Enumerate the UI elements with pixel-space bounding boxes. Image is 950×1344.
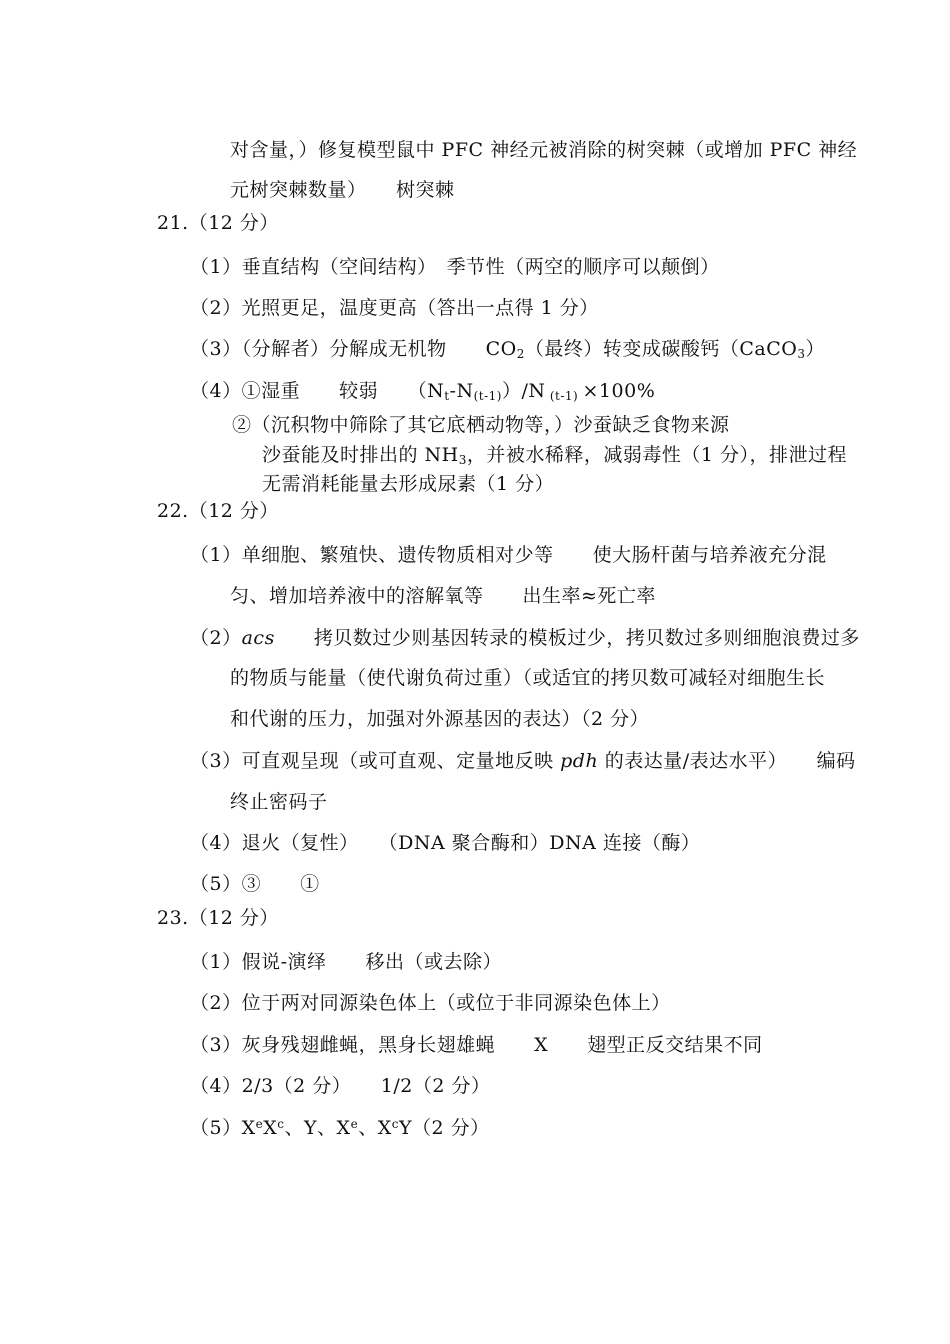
q21-part2: （2）光照更足，温度更高（答出一点得 1 分） bbox=[190, 297, 599, 319]
q22-part1-line2: 匀、增加培养液中的溶解氧等 出生率≈死亡率 bbox=[230, 585, 656, 607]
q22-header: 22.（12 分） bbox=[157, 500, 279, 522]
q22-part3-line2: 终止密码子 bbox=[230, 791, 328, 813]
q22-part3-line1: （3）可直观呈现（或可直观、定量地反映 pdh 的表达量/表达水平） 编码 bbox=[190, 750, 856, 772]
q22-part1-line1: （1）单细胞、繁殖快、遗传物质相对少等 使大肠杆菌与培养液充分混 bbox=[190, 544, 827, 566]
q23-part3: （3）灰身残翅雌蝇，黑身长翅雄蝇 X 翅型正反交结果不同 bbox=[190, 1034, 763, 1056]
q20-continued-line-1: 对含量，）修复模型鼠中 PFC 神经元被消除的树突棘（或增加 PFC 神经 bbox=[230, 139, 858, 161]
q23-part1: （1）假说-演绎 移出（或去除） bbox=[190, 951, 503, 973]
q22-part2-line3: 和代谢的压力，加强对外源基因的表达）（2 分） bbox=[230, 708, 650, 730]
q23-header: 23.（12 分） bbox=[157, 907, 279, 929]
q21-part4-item2-line3: 无需消耗能量去形成尿素（1 分） bbox=[262, 473, 555, 495]
q21-part3: （3）（分解者）分解成无机物 $CO_2$（最终）转变成碳酸钙（CaCO$_3$） bbox=[190, 338, 825, 361]
q23-part5: $(5)XeX^c$、Y、Xe、$X^cY(2$ 分） bbox=[190, 1117, 490, 1139]
q20-continued-line-2: 元树突棘数量） 树突棘 bbox=[230, 179, 455, 201]
q21-part4-formula: （4）①湿重 较弱 $(N_t-N_{(t-1)})/N$ $_{(t-1)}$ ×100% bbox=[190, 380, 656, 403]
q23-part4: （4）2/3（2 分） 1/2（2 分） bbox=[190, 1075, 491, 1097]
q22-part4: （4）退火（复性） （DNA 聚合酶和）DNA 连接（酶） bbox=[190, 832, 701, 854]
q22-part2-line2: 的物质与能量（使代谢负荷过重）（或适宜的拷贝数可减轻对细胞生长 bbox=[230, 667, 826, 689]
q22-part5: （5）③ ① bbox=[190, 873, 320, 895]
q21-part4-item2: ②（沉积物中筛除了其它底栖动物等，）沙蚕缺乏食物来源 bbox=[232, 414, 730, 436]
q23-part2: （2）位于两对同源染色体上（或位于非同源染色体上） bbox=[190, 992, 671, 1014]
q21-header: 21.（12 分） bbox=[157, 212, 279, 234]
q21-part4-item2-line2: 沙蚕能及时排出的 $NH_3$，并被水稀释，减弱毒性（1 分），排泄过程 bbox=[262, 444, 848, 467]
q21-part1: （1）垂直结构（空间结构） 季节性（两空的顺序可以颠倒） bbox=[190, 256, 720, 278]
q22-part2-line1: （2）acs 拷贝数过少则基因转录的模板过少，拷贝数过多则细胞浪费过多 bbox=[190, 627, 860, 649]
